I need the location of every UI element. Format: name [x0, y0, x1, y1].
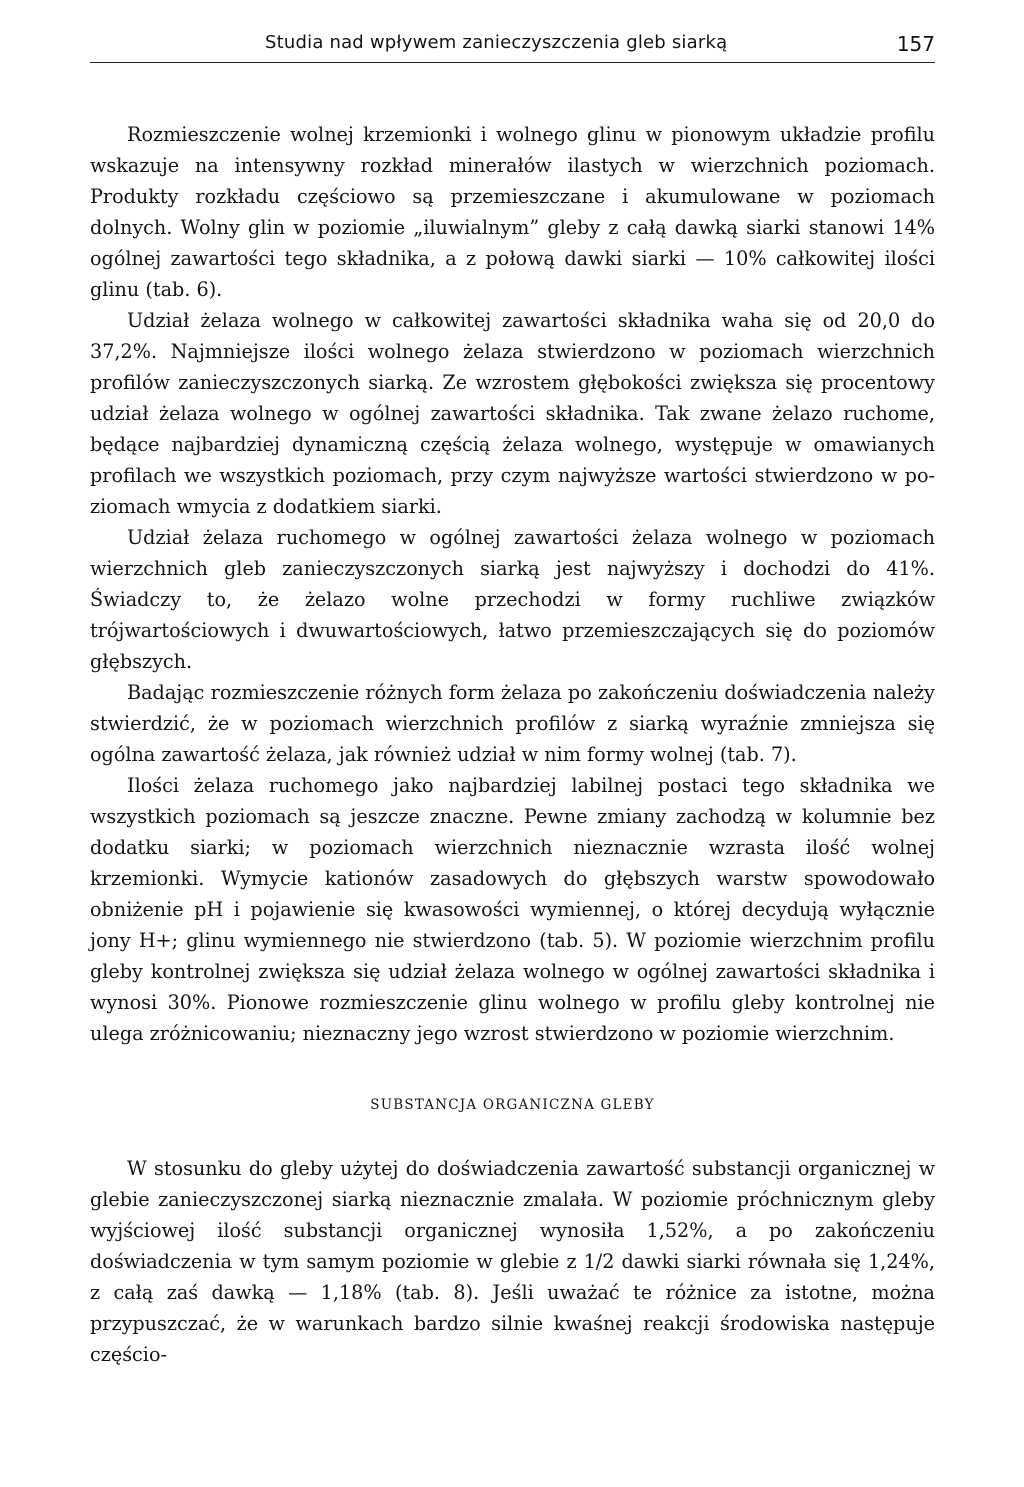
paragraph: Ilości żelaza ruchomego jako najbardziej labilnej postaci tego składnika we wszystkich poziomach są jeszcze znaczne. Pewne zmiany zachodzą w kolumnie bez dodatku siarki; w poziomach wierzchnich nieznacznie wzrasta ilość wolnej krzemionki. Wymycie kationów zasadowych do głębszych warstw spowodowało obniżenie pH i pojawienie się kwasowości wymiennej, o której decydują wyłącznie jony H+; glinu wymiennego nie stwierdzono (tab. 5). W poziomie wierzchnim profilu gleby kontrolnej zwiększa się udział żelaza wolnego w ogólnej zawartości składnika i wynosi 30%. Pionowe rozmieszczenie glinu wolnego w profilu gleby kontrolnej nie ulega zróżnicowaniu; nieznaczny jego wzrost stwierdzono w poziomie wierzchnim. — [90, 774, 935, 1045]
paragraph: Udział żelaza wolnego w całkowitej zawartości składnika waha się od 20,0 do 37,2%. Najmniejsze ilości wolnego żelaza stwierdzono w poziomach wierzchnich profilów zanieczyszczonych siarką. Ze wzrostem głębokości zwiększa się procentowy udział żelaza wolnego w ogólnej zawartości składnika. Tak zwane żelazo ruchome, będące najbardziej dynamiczną częścią żelaza wolnego, występuje w omawianych profilach we wszystkich poziomach, przy czym najwyższe wartości stwierdzono w poziomach wmycia z dodatkiem siarki. — [90, 309, 935, 518]
document-page — [90, 28, 935, 1370]
paragraph: W stosunku do gleby użytej do doświadczenia zawartość substancji organicznej w glebie zanieczyszczonej siarką nieznacznie zmalała. W poziomie próchnicznym gleby wyjściowej ilość substancji organicznej wynosiła 1,52%, a po zakończeniu doświadczenia w tym samym poziomie w glebie z 1/2 dawki siarki równała się 1,24%, z całą zaś dawką — 1,18% (tab. 8). Jeśli uważać te różnice za istotne, można przypuszczać, że w warunkach bardzo silnie kwaśnej reakcji środowiska następuje częścio- — [90, 1157, 935, 1366]
paragraph: Rozmieszczenie wolnej krzemionki i wolnego glinu w pionowym układzie profilu wskazuje na intensywny rozkład minerałów ilastych w wierzchnich poziomach. Produkty rozkładu częściowo są przemieszczane i akumulowane w poziomach dolnych. Wolny glin w poziomie „iluwialnym” gleby z całą dawką siarki stanowi 14% ogólnej zawartości tego składnika, a z połową dawki siarki — 10% całkowitej ilości glinu (tab. 6). — [90, 123, 935, 301]
running-title: Studia nad wpływem zanieczyszczenia gleb siarką — [265, 32, 728, 53]
paragraph: Badając rozmieszczenie różnych form żelaza po zakończeniu doświadczenia należy stwierdzić, że w poziomach wierzchnich profilów z siarką wyraźnie zmniejsza się ogólna zawartość żelaza, jak również udział w nim formy wolnej (tab. 7). — [90, 681, 935, 766]
paragraph: Udział żelaza ruchomego w ogólnej zawartości żelaza wolnego w poziomach wierzchnich gleb zanieczyszczonych siarką jest najwyższy i dochodzi do 41%. Świadczy to, że żelazo wolne przechodzi w formy ruchliwe związków trójwartościowych i dwuwartościowych, łatwo przemieszczających się do poziomów głębszych. — [90, 526, 935, 673]
body-text — [90, 119, 935, 1370]
page-number: 157 — [896, 32, 935, 56]
page-header — [90, 28, 935, 63]
section-heading: SUBSTANCJA ORGANICZNA GLEBY — [370, 1097, 655, 1113]
